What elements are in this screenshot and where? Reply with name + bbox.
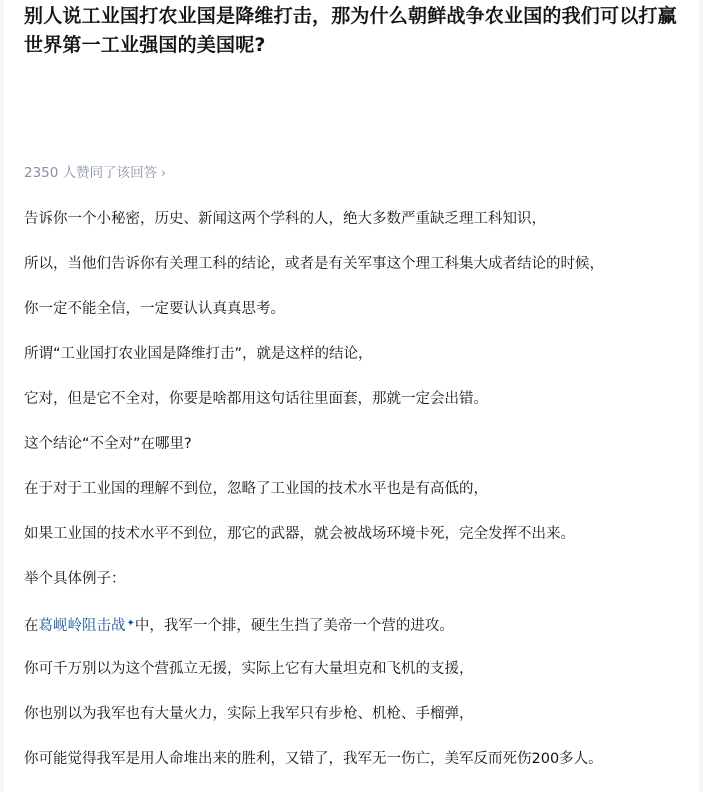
answer-paragraph: 举个具体例子： (24, 571, 126, 587)
vote-count-text: 2350 人赞同了该回答 (24, 165, 158, 181)
battle-link[interactable]: 葛岘岭阻击战 (38, 618, 126, 634)
link-prefix: 在 (24, 618, 39, 634)
sparkle-icon[interactable]: ✦ (126, 618, 135, 629)
answer-paragraph: 你也别以为我军也有大量火力，实际上我军只有步枪、机枪、手榴弹， (24, 706, 474, 722)
answer-paragraph: 你可能觉得我军是用人命堆出来的胜利，又错了，我军无一伤亡，美军反而死伤200多人。 (24, 751, 603, 767)
answer-paragraph: 告诉你一个小秘密，历史、新闻这两个学科的人，绝大多数严重缺乏理工科知识， (24, 211, 546, 227)
answer-paragraph: 所以，当他们告诉你有关理工科的结论，或者是有关军事这个理工科集大成者结论的时候， (24, 256, 604, 272)
chevron-right-icon: › (161, 166, 166, 180)
vote-count-link[interactable] (24, 160, 166, 186)
answer-paragraph: 这个结论“不全对”在哪里? (24, 436, 192, 452)
question-title[interactable]: 别人说工业国打农业国是降维打击，那为什么朝鲜战争农业国的我们可以打赢世界第一工业强国的美国呢? (24, 5, 677, 56)
answer-paragraph: 你可千万别以为这个营孤立无援，实际上它有大量坦克和飞机的支援， (24, 661, 474, 677)
answer-paragraph: 你一定不能全信，一定要认认真真思考。 (24, 301, 285, 317)
answer-paragraph: 在于对于工业国的理解不到位，忽略了工业国的技术水平也是有高低的， (24, 481, 488, 497)
link-suffix: 中，我军一个排，硬生生挡了美帝一个营的进攻。 (134, 618, 454, 634)
answer-paragraph-with-link (24, 609, 684, 654)
answer-paragraph: 它对，但是它不全对，你要是啥都用这句话往里面套，那就一定会出错。 (24, 391, 488, 407)
answer-content (24, 204, 684, 789)
answer-paragraph: 如果工业国的技术水平不到位，那它的武器，就会被战场环境卡死，完全发挥不出来。 (24, 526, 575, 542)
answer-card (4, 0, 699, 792)
answer-paragraph: 所谓“工业国打农业国是降维打击”，就是这样的结论， (24, 346, 373, 362)
